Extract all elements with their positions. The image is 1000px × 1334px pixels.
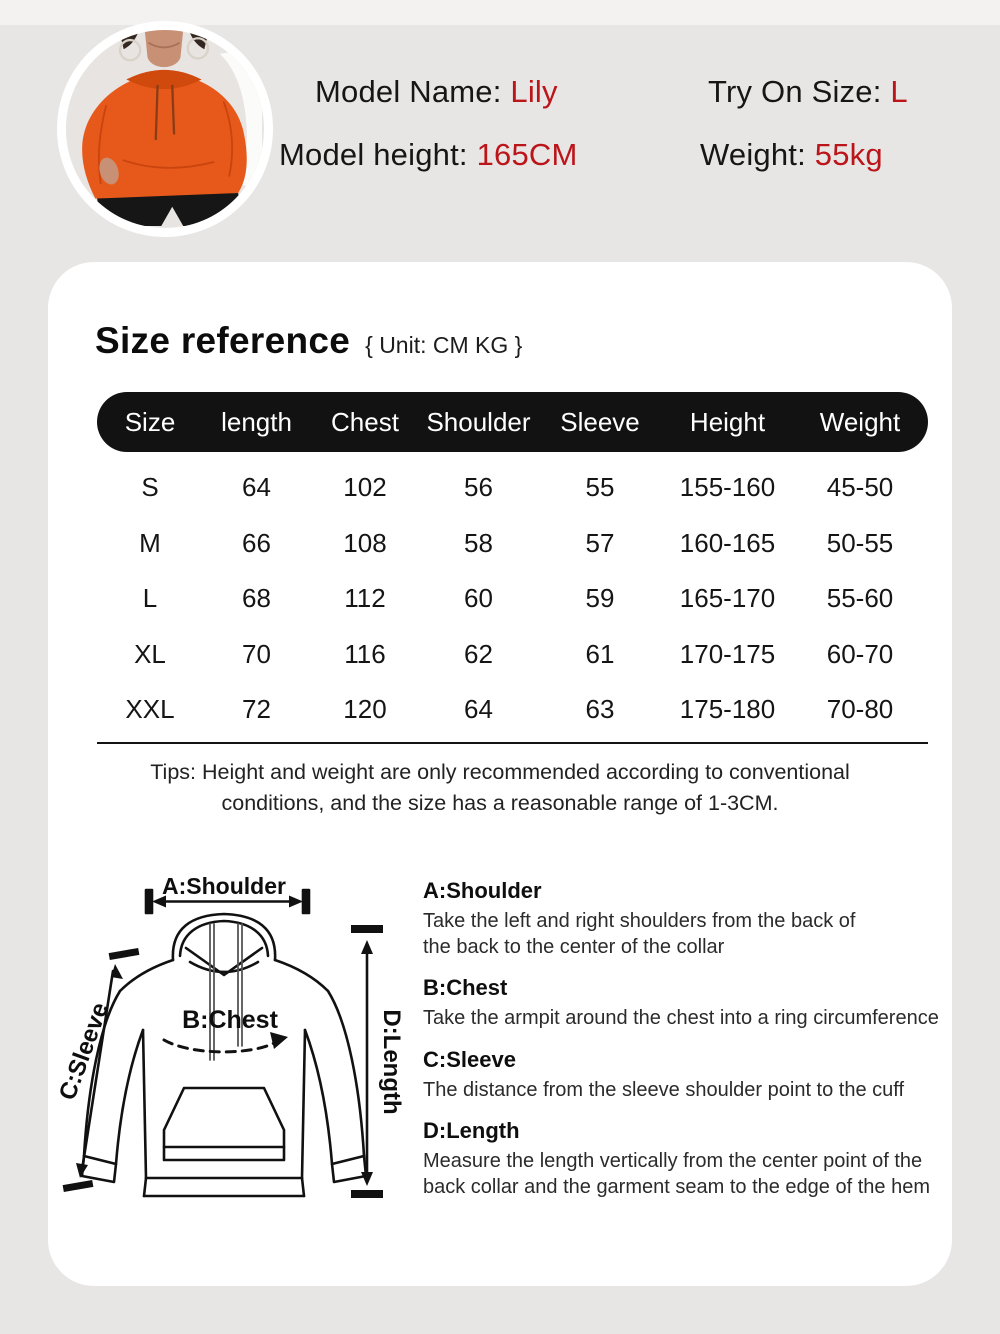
cell: XXL <box>125 694 175 725</box>
cell: 102 <box>343 472 387 503</box>
size-reference-header <box>95 320 522 362</box>
guide-chest <box>423 975 998 1032</box>
guide-shoulder <box>423 878 998 960</box>
diagram-chest-label: B:Chest <box>182 1006 278 1034</box>
cell: 112 <box>344 583 386 614</box>
cell: 70-80 <box>826 694 894 725</box>
cell: M <box>139 527 161 558</box>
table-row-l <box>97 571 928 627</box>
cell: S <box>141 472 159 503</box>
cell: 72 <box>242 694 271 725</box>
cell: 155-160 <box>679 472 776 503</box>
try-on-size-label: Try On Size: <box>708 74 882 109</box>
guide-shoulder-heading: A:Shoulder <box>423 878 542 903</box>
guide-chest-heading: B:Chest <box>423 975 508 1000</box>
guide-line: Measure the length vertically from the center point of the <box>423 1150 923 1172</box>
column-header-length: length <box>221 406 292 437</box>
cell: 70 <box>242 638 271 669</box>
size-table-body <box>97 460 928 738</box>
column-header-height: Height <box>689 406 766 437</box>
guide-line: Take the left and right shoulders from the back of <box>423 910 856 932</box>
column-header-chest: Chest <box>331 406 399 437</box>
cell: 45-50 <box>826 472 894 503</box>
table-row-xl <box>97 627 928 683</box>
table-bottom-divider <box>97 742 928 744</box>
guide-length <box>423 1118 998 1200</box>
guide-line: The distance from the sleeve shoulder point to the cuff <box>423 1078 905 1101</box>
model-weight-label: Weight: <box>700 137 806 172</box>
unit-note: { Unit: CM KG } <box>365 332 523 358</box>
cell: 50-55 <box>826 527 894 558</box>
model-name <box>315 74 558 110</box>
cell: 61 <box>585 638 615 669</box>
model-photo <box>57 21 273 237</box>
guide-line: Take the armpit around the chest into a ring circumference <box>423 1007 939 1029</box>
cell: 55 <box>585 472 615 503</box>
column-header-weight: Weight <box>819 406 901 437</box>
cell: XL <box>134 638 166 669</box>
model-photo-illustration <box>66 30 262 226</box>
cell: 56 <box>464 472 493 503</box>
guide-line: back collar and the garment seam to the edge of the hem <box>423 1175 930 1198</box>
diagram-sleeve-label: C:Sleeve <box>53 999 114 1104</box>
diagram-length-label: D:Length <box>378 1009 405 1115</box>
model-height-label: Model height: <box>279 137 468 172</box>
cell: 55-60 <box>826 583 894 614</box>
table-row-xxl <box>97 682 928 738</box>
model-name-value: Lily <box>510 74 558 109</box>
cell: 175-180 <box>679 694 776 725</box>
size-reference-title: Size reference <box>95 320 351 361</box>
cell: 68 <box>242 583 271 614</box>
try-on-size-value: L <box>890 74 908 109</box>
model-weight <box>700 137 883 173</box>
table-row-m <box>97 516 928 572</box>
cell: 64 <box>242 472 271 503</box>
model-height <box>279 137 578 173</box>
diagram-shoulder-label: A:Shoulder <box>162 873 286 899</box>
column-header-sleeve: Sleeve <box>560 406 640 437</box>
cell: 60-70 <box>826 638 894 669</box>
cell: 63 <box>585 694 615 725</box>
tips-line: Tips: Height and weight are only recommended according to conventional <box>150 760 850 784</box>
try-on-size <box>708 74 908 110</box>
model-name-label: Model Name: <box>315 74 502 109</box>
cell: 59 <box>585 583 615 614</box>
cell: 60 <box>464 583 493 614</box>
cell: 116 <box>344 638 386 669</box>
model-height-value: 165CM <box>476 137 578 172</box>
column-header-size: Size <box>124 406 176 437</box>
tips-line: conditions, and the size has a reasonable range of 1-3CM. <box>221 791 779 815</box>
measure-guide <box>423 878 998 1215</box>
cell: 108 <box>343 527 387 558</box>
guide-sleeve <box>423 1047 998 1104</box>
guide-length-heading: D:Length <box>423 1118 520 1143</box>
cell: 58 <box>464 527 493 558</box>
cell: 57 <box>585 527 615 558</box>
cell: 64 <box>464 694 493 725</box>
cell: 62 <box>464 638 493 669</box>
cell: 165-170 <box>679 583 776 614</box>
cell: 66 <box>242 527 271 558</box>
tips-note <box>48 757 952 819</box>
cell: 170-175 <box>679 638 776 669</box>
model-weight-value: 55kg <box>814 137 883 172</box>
size-table-header <box>97 392 928 452</box>
table-row-s <box>97 460 928 516</box>
guide-line: the back to the center of the collar <box>423 935 725 958</box>
cell: L <box>142 583 158 614</box>
hoodie-measure-diagram <box>40 858 440 1238</box>
cell: 120 <box>343 694 387 725</box>
cell: 160-165 <box>679 527 776 558</box>
guide-sleeve-heading: C:Sleeve <box>423 1046 516 1072</box>
column-header-shoulder: Shoulder <box>426 406 531 437</box>
